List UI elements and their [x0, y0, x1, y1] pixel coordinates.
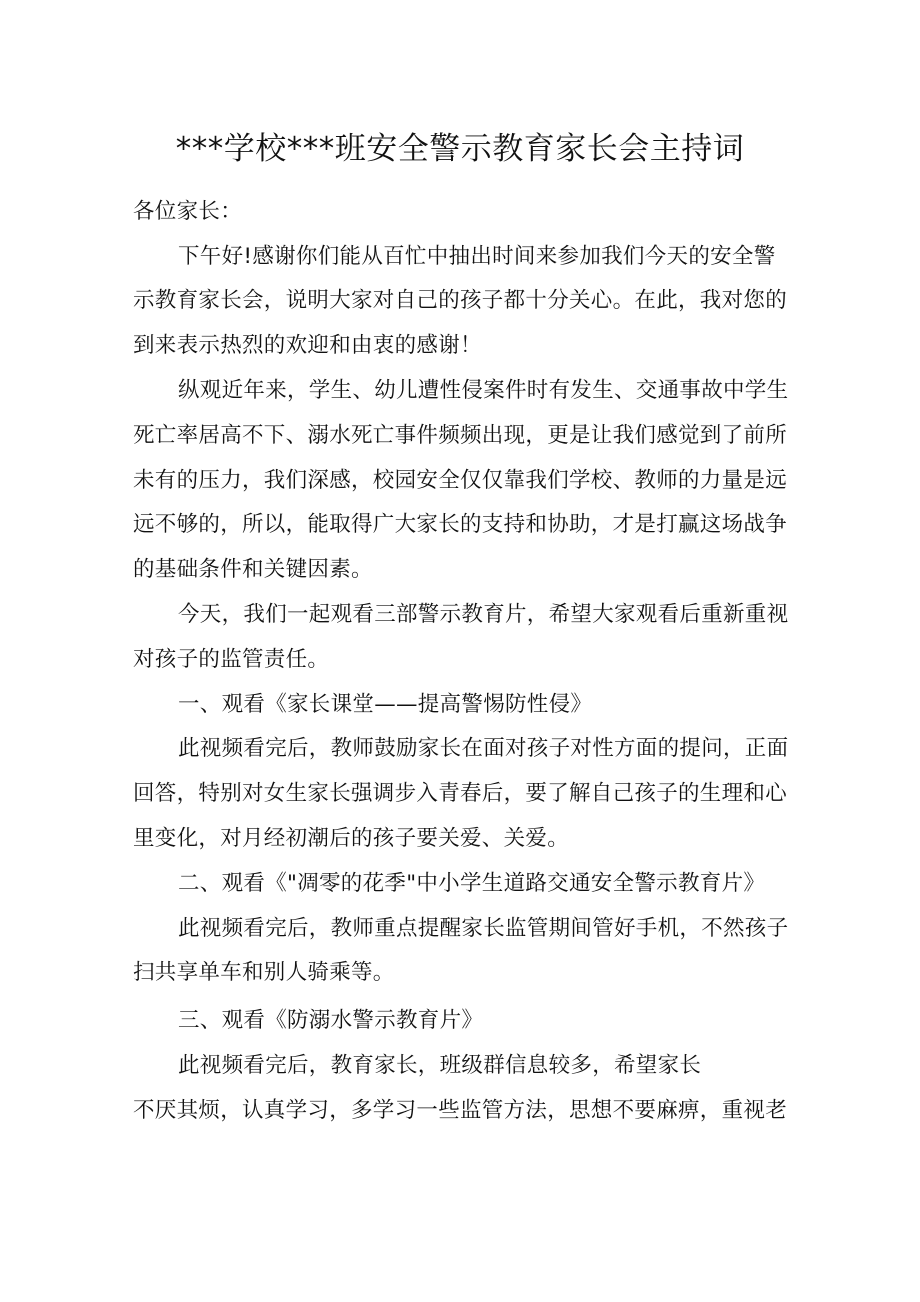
- paragraph-line: 此视频看完后，教育家长，班级群信息较多，希望家长: [178, 1053, 702, 1078]
- paragraph-line: 远不够的，所以，能取得广大家长的支持和协助，才是打赢这场战争: [133, 512, 788, 537]
- paragraph-line: 对孩子的监管责任。: [133, 647, 330, 672]
- paragraph-line: 回答，特别对女生家长强调步入青春后，要了解自己孩子的生理和心: [133, 781, 788, 806]
- paragraph-line: 扫共享单车和别人骑乘等。: [133, 960, 395, 985]
- paragraph-line: 此视频看完后，教师重点提醒家长监管期间管好手机，不然孩子: [178, 916, 789, 941]
- section-heading-2: 二、观看《"凋零的花季"中小学生道路交通安全警示教育片》: [178, 871, 766, 896]
- paragraph-line: 未有的压力，我们深感，校园安全仅仅靠我们学校、教师的力量是远: [133, 468, 788, 493]
- paragraph-line: 示教育家长会，说明大家对自己的孩子都十分关心。在此，我对您的: [133, 288, 788, 313]
- paragraph-line: 里变化，对月经初潮后的孩子要关爱、关爱。: [133, 826, 570, 851]
- paragraph-line: 到来表示热烈的欢迎和由衷的感谢！: [133, 333, 482, 358]
- section-heading-3: 三、观看《防溺水警示教育片》: [178, 1008, 484, 1033]
- paragraph-line: 死亡率居高不下、溺水死亡事件频频出现，更是让我们感觉到了前所: [133, 423, 788, 448]
- paragraph-line: 纵观近年来，学生、幼儿遭性侵案件时有发生、交通事故中学生: [178, 378, 789, 403]
- greeting: 各位家长：: [133, 199, 243, 224]
- paragraph-line: 此视频看完后，教师鼓励家长在面对孩子对性方面的提问，正面: [178, 736, 789, 761]
- paragraph-line: 的基础条件和关键因素。: [133, 557, 373, 582]
- paragraph-line: 今天，我们一起观看三部警示教育片，希望大家观看后重新重视: [178, 602, 789, 627]
- document-title: ***学校***班安全警示教育家长会主持词: [175, 131, 745, 167]
- paragraph-line: 不厌其烦，认真学习，多学习一些监管方法，思想不要麻痹，重视老: [133, 1098, 788, 1123]
- paragraph-line: 下午好!感谢你们能从百忙中抽出时间来参加我们今天的安全警: [178, 244, 776, 269]
- section-heading-1: 一、观看《家长课堂——提高警惕防性侵》: [178, 692, 593, 717]
